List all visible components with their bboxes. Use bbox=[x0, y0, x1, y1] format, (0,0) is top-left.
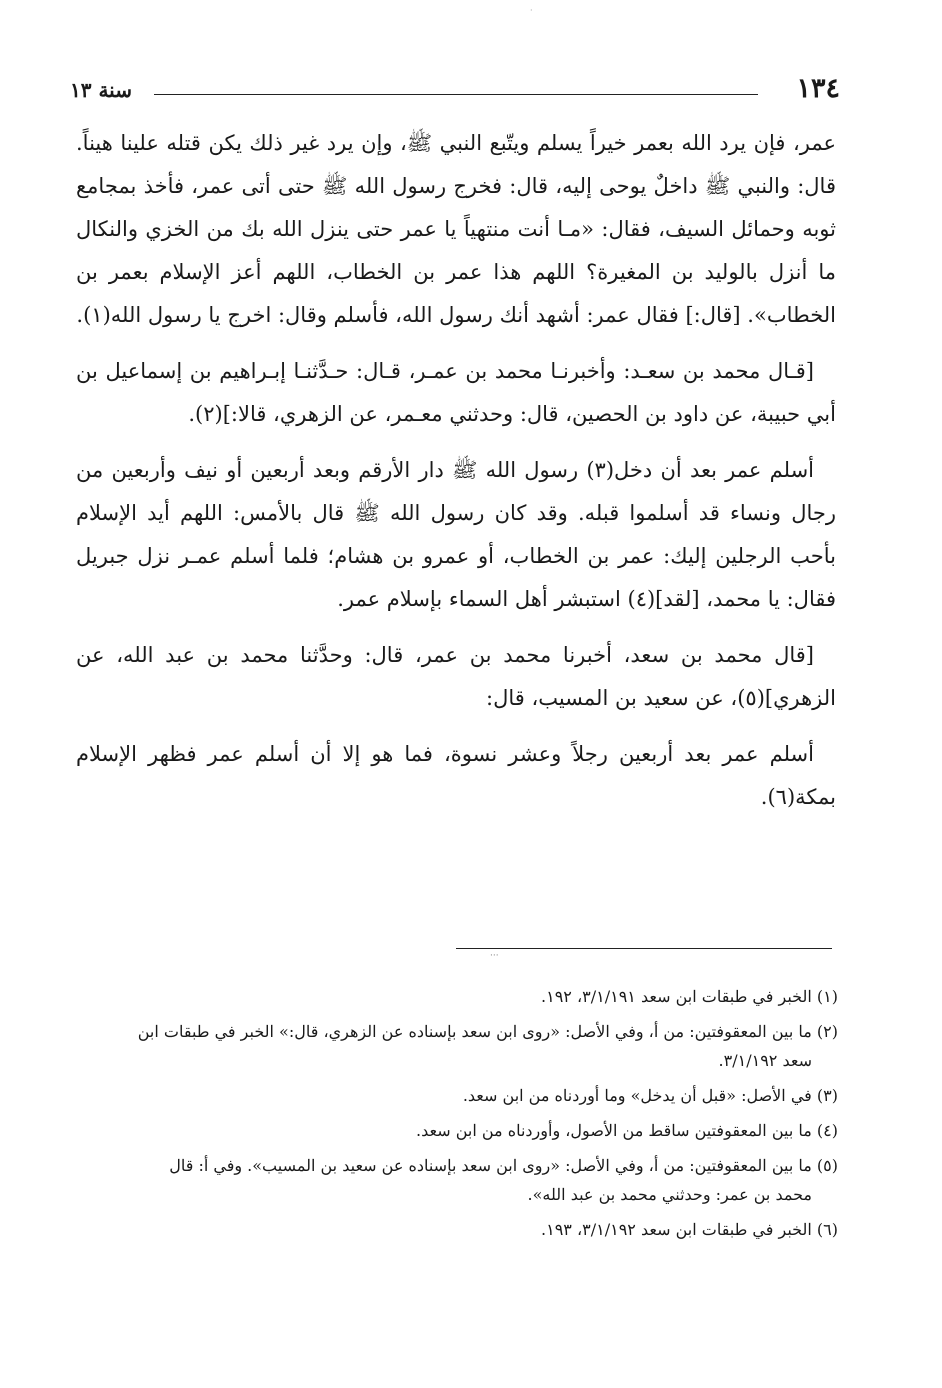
footnote bbox=[86, 1151, 838, 1209]
footnote-number: (٦) bbox=[816, 1220, 838, 1239]
footnote bbox=[86, 1017, 838, 1075]
running-head: سنة ١٣ bbox=[70, 78, 132, 102]
footnote-text: الخبر في طبقات ابن سعد ٣/١/١٩١، ١٩٢. bbox=[541, 987, 812, 1006]
footnote-number: (٤) bbox=[816, 1121, 838, 1140]
footnote-divider bbox=[456, 948, 832, 949]
divider-mark: ··· bbox=[490, 951, 499, 961]
footnote-text: ما بين المعقوفتين: من أ، وفي الأصل: «روى ابن سعد بإسناده عن الزهري، قال:» الخبر في طبقات ابن bbox=[137, 1022, 812, 1041]
footnote-text: الخبر في طبقات ابن سعد ٣/١/١٩٢، ١٩٣. bbox=[541, 1220, 812, 1239]
footnote-number: (٢) bbox=[816, 1022, 838, 1041]
footnote-continuation: سعد ٣/١/١٩٢. bbox=[718, 1051, 812, 1070]
footnotes bbox=[86, 982, 838, 1250]
main-text bbox=[76, 122, 836, 832]
footnote bbox=[86, 1215, 838, 1244]
footnote-number: (٣) bbox=[816, 1086, 838, 1105]
footnote bbox=[86, 1081, 838, 1110]
footnote bbox=[86, 1116, 838, 1145]
page-header bbox=[70, 72, 840, 108]
footnote-number: (٥) bbox=[816, 1156, 838, 1175]
footnote-text: ما بين المعقوفتين: من أ، وفي الأصل: «روى ابن سعد بإسناده عن سعيد بن المسيب». وفي أ: قال bbox=[169, 1156, 812, 1175]
footnote-text: ما بين المعقوفتين ساقط من الأصول، وأوردناه من ابن سعد. bbox=[416, 1121, 812, 1140]
scan-speck: · bbox=[530, 6, 533, 15]
paragraph: أسلم عمر بعد أربعين رجلاً وعشر نسوة، فما هو إلا أن أسلم عمر فظهر الإسلام بمكة(٦). bbox=[76, 742, 836, 809]
footnote-number: (١) bbox=[816, 987, 838, 1006]
paragraph: [قـال محمد بن سعـد: وأخبرنـا محمد بن عمـر، قـال: حـدَّثنـا إبـراهيم بن إسماعيل بن أبي حبيبة، عن داود بن الحصين، قال: وحدثني معـمر، عن الزهري، قالا:](٢). bbox=[76, 359, 836, 426]
header-rule bbox=[154, 94, 758, 95]
paragraph: [قال محمد بن سعد، أخبرنا محمد بن عمر، قال: وحدَّثنا محمد بن عبد الله، عن الزهري](٥)، عن سعيد بن المسيب، قال: bbox=[76, 643, 836, 710]
paragraph: عمر، فإن يرد الله بعمر خيراً يسلم ويتّبع النبي ﷺ، وإن يرد غير ذلك يكن قتله علينا هيناً. قال: والنبي ﷺ داخلٌ يوحى إليه، قال: فخرج رسول الله ﷺ حتى أتى عمر، فأخذ بمجامع ثوبه وحمائل السيف، فقال: «مـا أنت منتهياً يا عمر حتى ينزل الله بك من الخزي والنكال ما أنزل بالوليد بن المغيرة؟ اللهم هذا عمر بن الخطاب، اللهم أعز الإسلام بعمر بن الخطاب». [قال:] فقال عمر: أشهد أنك رسول الله، فأسلم وقال: اخرج يا رسول الله(١). bbox=[76, 131, 836, 327]
footnote bbox=[86, 982, 838, 1011]
footnote-continuation: محمد بن عمر: وحدثني محمد بن عبد الله». bbox=[527, 1185, 812, 1204]
paragraph: أسلم عمر بعد أن دخل(٣) رسول الله ﷺ دار الأرقم وبعد أربعين أو نيف وأربعين من رجال ونساء قد أسلموا قبله. وقد كان رسول الله ﷺ قال بالأمس: اللهم أيد الإسلام بأحب الرجلين إليك: عمر بن الخطاب، أو عمرو بن هشام؛ فلما أسلم عمـر نزل جبريل فقال: يا محمد، [لقد](٤) استبشر أهل السماء بإسلام عمر. bbox=[76, 458, 836, 611]
page-number: ١٣٤ bbox=[796, 73, 840, 104]
footnote-text: في الأصل: «قبل أن يدخل» وما أوردناه من ابن سعد. bbox=[462, 1086, 812, 1105]
